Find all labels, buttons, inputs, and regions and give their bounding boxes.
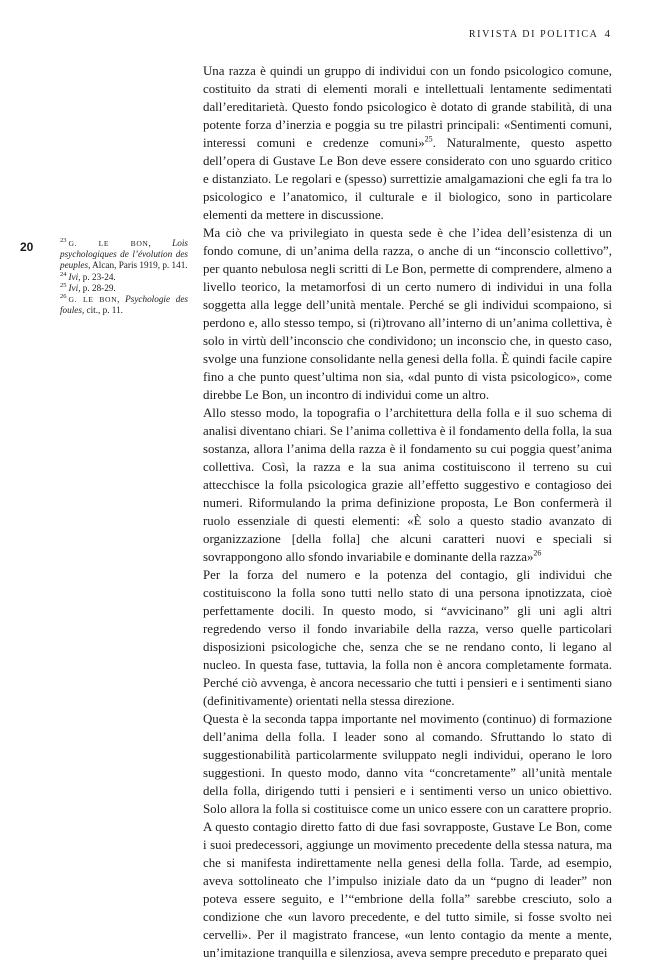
paragraph-3	[203, 404, 612, 566]
footnote-ref: 25	[424, 134, 433, 144]
footnote-23: $^{23}$ G. LE BON, Lois psychologiques de l’évolution des peuples, Alcan, Paris 1919, p. 141.	[60, 236, 189, 271]
footnotes	[60, 238, 188, 316]
footnote-author: G. LE BON	[68, 239, 149, 248]
paragraph-5: Questa è la seconda tappa importante nel movimento (continuo) di formazione dell’anima della folla. I leader sono al comando. Sfruttando lo stato di suggestionabilità particolarmente sviluppato negli individui, operano le loro suggestioni. In questo modo, danno vita “concretamente” all’unità mentale della folla, dirigendo tutti i pensieri e i sentimenti verso un unico obiettivo. Solo allora la folla si costituisce come un unico essere con un carattere proprio.	[203, 712, 612, 816]
footnote-citation: , p. 23-24.	[78, 271, 116, 282]
journal-title: RIVISTA DI POLITICA	[468, 29, 599, 40]
main-text	[203, 62, 612, 962]
footnote-citation: , Alcan, Paris 1919, p. 141.	[88, 260, 188, 271]
footnote-title: Ivi	[68, 282, 79, 293]
footnote-25	[60, 283, 188, 294]
paragraph-text: Una razza è quindi un gruppo di individui con un fondo psicologico comune, costituito da strati di elementi morali e intellettuali lentamente sedimentati dall’ereditarietà. Questo fondo psicologico è dotato di grande stabilità, di una potente forza d’inerzia e poggia su tre pilastri principali: «Sentimenti comuni, interessi comuni e credenze comuni»	[203, 64, 612, 150]
paragraph-text: Allo stesso modo, la topografia o l’architettura della folla e il suo schema di analisi diventano chiari. Se l’anima collettiva è il fondamento della folla, la sua sostanza, allora l’anima della razza è il fondamento su cui poggia quest’anima collettiva. Così, la razza e la sua anima costituiscono il terreno su cui attecchisce la folla psicologica grazie all’effetto suggestivo e contagioso dei numeri. Riformulando la prima definizione proposta, Le Bon confermerà il ruolo essenziale di questi elementi: «È solo a questo stadio avanzato di organizzazione [della folla] che alcuni caratteri nuovi e speciali si sovrappongono allo sfondo invariabile e dominante della razza»	[203, 406, 612, 564]
footnote-ref: 26	[533, 548, 542, 558]
footnote-number: 24	[60, 270, 67, 278]
footnote-24	[60, 272, 188, 283]
footnote-26: $^{26}$ G. LE BON, Psychologie des foules, cit., p. 11.	[60, 292, 188, 316]
footnote-number: 25	[60, 281, 67, 289]
running-head	[469, 28, 610, 40]
paragraph-1	[203, 62, 612, 224]
footnote-number: 23	[60, 236, 67, 244]
paragraph-2: Ma ciò che va privilegiato in questa sede è che l’idea dell’esistenza di un fondo comune, di un’anima della razza, o anche di un “inconscio collettivo”, per quanto nebulosa negli scritti di Le Bon, permette di comprendere, almeno a livello teorico, la metamorfosi di un certo numero di individui in una folla soggetta alla legge dell’unità mentale. Perché se gli individui scompaiono, si perdono e, allo stesso tempo, si (ri)trovano all’interno di un’anima collettiva, è solo in virtù dell’inconscio che condividono; un inconscio che, in questo caso, svolge una funzione consolidante nella genesi della folla. È quindi facile capire fino a che punto quest’ultima non sia, «dal punto di vista psicologico», come direbbe Le Bon, un incontro di individui come un altro.	[203, 226, 612, 402]
paragraph-6: A questo contagio diretto fatto di due fasi sovrapposte, Gustave Le Bon, come i suoi predecessori, aggiunge un movimento precedente della stessa natura, ma che si manifesta indirettamente nella genesi della folla. Tarde, ad esempio, aveva sottolineato che l’impulso iniziale dato da un “pugno di leader” non poteva essere seguito, e l’“embrione della folla” sarebbe cresciuto, solo a condizione che «un lavoro precedente, e del tutto simile, si fosse svolto nei cervelli». Per il magistrato francese, «un lento contagio da mente a mente, un’imitazione tranquilla e silenziosa, aveva sempre preceduto e preparato quei	[203, 820, 612, 960]
footnote-title: Lois psychologiques de l’évolution des peuples	[60, 238, 189, 271]
footnote-title: Psychologie des foules	[60, 294, 188, 316]
footnote-number: 26	[60, 292, 67, 300]
issue-number: 4	[604, 28, 610, 40]
footnote-citation: , p. 28-29.	[78, 282, 116, 293]
footnote-author: G. LE BON	[68, 295, 118, 305]
footnote-title: Ivi	[68, 271, 79, 282]
page-number: 20	[20, 240, 34, 254]
paragraph-text: . Naturalmente, questo aspetto dell’opera di Gustave Le Bon deve essere considerato con uno sguardo critico e distanziato. Le regolari e (spesso) surrettizie amalgamazioni che egli fa tra lo psicologico e l’anatomico, il culturale e il biologico, sono in particolare elementi da mettere in discussione.	[203, 136, 612, 222]
footnote-citation: , cit., p. 11.	[81, 305, 123, 316]
paragraph-4: Per la forza del numero e la potenza del contagio, gli individui che costituiscono la folla sono tutti nello stato di una persona ipnotizzata, cioè perfettamente docili. In questo modo, si “avvicinano” gli uni agli altri regredendo verso il fondo invariabile della razza, verso quelle particolari disposizioni psicologiche che, senza che se ne rendano conto, li legano al nucleo. In questa fase, tuttavia, la folla non è ancora completamente formata. Perché ciò avvenga, è ancora necessario che tutti i pensieri e i sentimenti siano (definitivamente) orientati nella stessa direzione.	[203, 568, 612, 708]
